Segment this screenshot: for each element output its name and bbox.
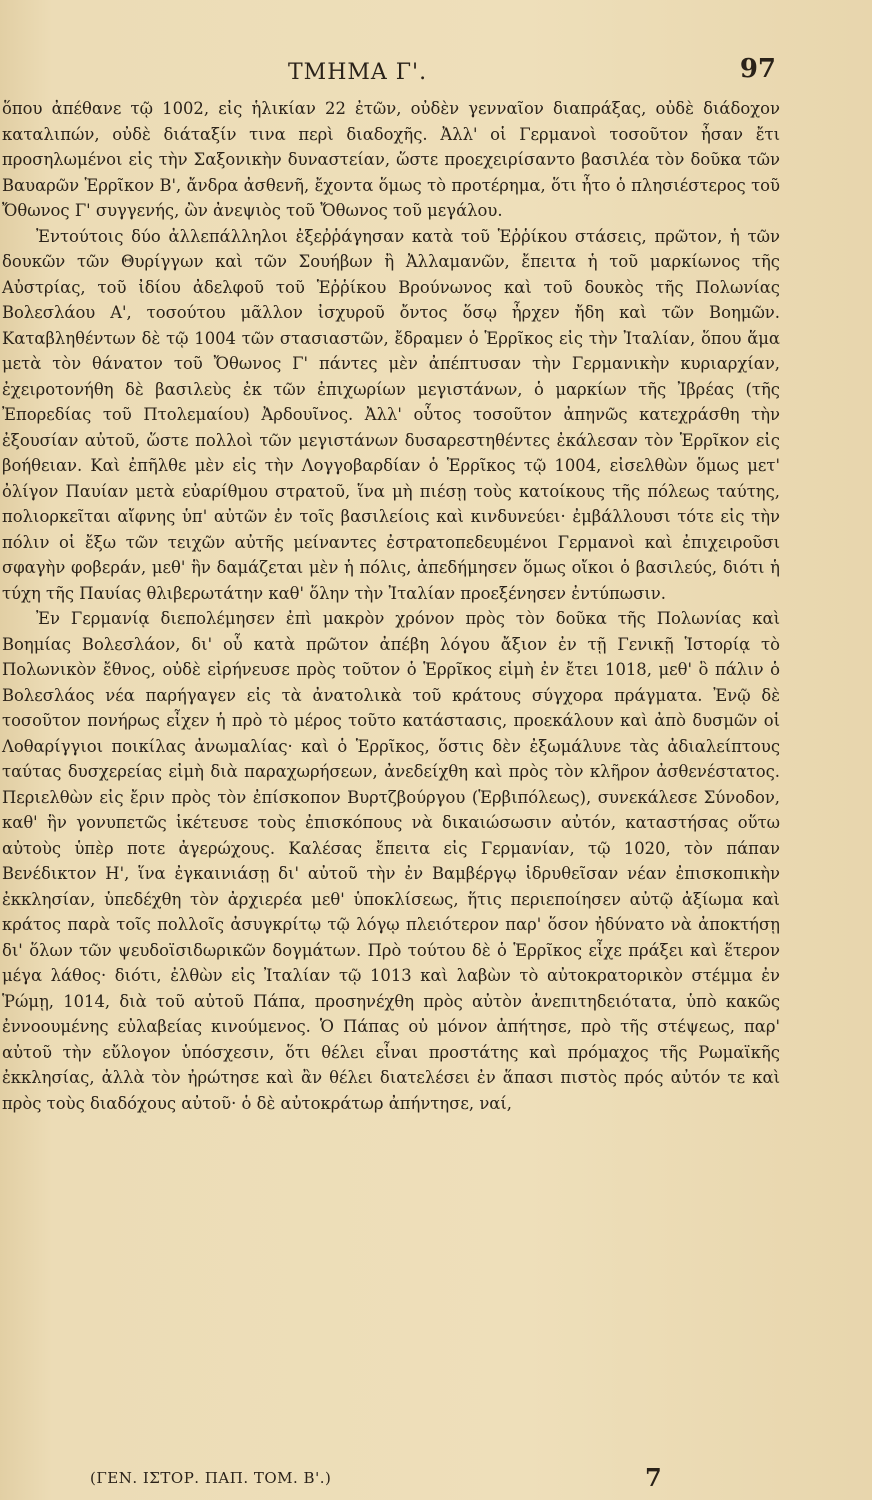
signature-number: 7	[645, 1463, 662, 1492]
body-text	[2, 96, 780, 1116]
paragraph-germany: Ἐν Γερμανίᾳ διεπολέμησεν ἐπὶ μακρὸν χρόνον πρὸς τὸν δοῦκα τῆς Πολωνίας καὶ Βοημίας Βολεσλάον, δι' οὗ κατὰ πρῶτον ἀπέβη λόγου ἄξιον ἐν τῇ Γενικῇ Ἱστορίᾳ τὸ Πολωνικὸν ἔθνος, οὐδὲ εἰρήνευσε πρὸς τοῦτον ὁ Ἑρρῖκος εἰμὴ ἐν ἔτει 1018, μεθ' ὃ πάλιν ὁ Βολεσλάος νέα παρήγαγεν εἰς τὰ ἀνατολικὰ τοῦ κράτους σύγχορα πράγματα. Ἐνῷ δὲ τοσοῦτον πονήρως εἶχεν ἡ πρὸ τὸ μέρος τοῦτο κατάστασις, προεκάλουν καὶ ἀπὸ δυσμῶν οἱ Λοθαρίγγιοι ποικίλας ἀνωμαλίας· καὶ ὁ Ἑρρῖκος, ὅστις δὲν ἐξωμάλυνε τὰς ἀδιαλείπτους ταύτας δυσχερείας εἰμὴ διὰ παραχωρήσεων, ἀνεδείχθη καὶ πρὸς τὸν κλῆρον ἀσθενέστατος. Περιελθὼν εἰς ἔριν πρὸς τὸν ἐπίσκοπον Βυρτζβούργου (Ἑρβιπόλεως), συνεκάλεσε Σύνοδον, καθ' ἣν γονυπετῶς ἱκέτευσε τοὺς ἐπισκόπους νὰ δικαιώσωσιν αὐτόν, καταστήσας οὕτω αὐτοὺς ὑπὲρ ποτε ἀγερώχους. Καλέσας ἔπειτα εἰς Γερμανίαν, τῷ 1020, τὸν πάπαν Βενέδικτον Η', ἵνα ἐγκαινιάσῃ δι' αὐτοῦ τὴν ἐν Βαμβέργῳ ἱδρυθεῖσαν νέαν ἐπισκοπικὴν ἐκκλησίαν, ὑπεδέχθη τὸν ἀρχιερέα μεθ' ὑποκλίσεως, ἥτις περιεποίησεν αὐτῷ ἀξίωμα καὶ κράτος παρὰ τοῖς πολλοῖς ἀσυγκρίτῳ τῷ λόγῳ πλειότερον παρ' ὅσον ἠδύνατο νὰ ἀποκτήσῃ δι' ὅλων τῶν ψευδοϊσιδωρικῶν δογμάτων. Πρὸ τούτου δὲ ὁ Ἑρρῖκος εἶχε πράξει καὶ ἕτερον μέγα λάθος· διότι, ἐλθὼν εἰς Ἰταλίαν τῷ 1013 καὶ λαβὼν τὸ αὐτοκρατορικὸν στέμμα ἐν Ῥώμῃ, 1014, διὰ τοῦ αὐτοῦ Πάπα, προσηνέχθη πρὸς αὐτὸν ἀνεπιτηδειότατα, ὑπὸ κακῶς ἐννοουμένης εὐλαβείας κινούμενος. Ὁ Πάπας οὐ μόνον ἀπήτησε, πρὸ τῆς στέψεως, παρ' αὐτοῦ τὴν εὔλογον ὑπόσχεσιν, ὅτι θέλει εἶναι προστάτης καὶ πρόμαχος τῆς Ρωμαϊκῆς ἐκκλησίας, ἀλλὰ τὸν ἠρώτησε καὶ ἂν θέλει διατελέσει ἐν ἅπασι πιστὸς πρός αὐτόν τε καὶ πρὸς τοὺς διαδόχους αὐτοῦ· ὁ δὲ αὐτοκράτωρ ἀπήντησε, ναί,	[2, 609, 780, 1113]
printer-signature: (ΓΕΝ. ΙΣΤΟΡ. ΠΑΠ. ΤΟΜ. Β'.)	[90, 1469, 332, 1487]
page-header	[0, 52, 872, 92]
running-head: ΤΜΗΜΑ Γ'.	[288, 60, 428, 85]
paragraph-uprisings: Ἐντούτοις δύο ἀλλεπάλληλοι ἐξεῤῥάγησαν κατὰ τοῦ Ἑῤῥίκου στάσεις, πρῶτον, ἡ τῶν δουκῶν τῶν Θυρίγγων καὶ τῶν Σουήβων ἢ Ἀλλαμανῶν, ἔπειτα ἡ τοῦ μαρκίωνος τῆς Αὐστρίας, τοῦ ἰδίου ἀδελφοῦ τοῦ Ἑῤῥίκου Βρούνωνος καὶ τοῦ δουκὸς τῆς Πολωνίας Βολεσλάου Α', τοσούτου μᾶλλον ἰσχυροῦ ὄντος ὅσῳ ἦρχεν ἤδη καὶ τῶν Βοημῶν. Καταβληθέντων δὲ τῷ 1004 τῶν στασιαστῶν, ἔδραμεν ὁ Ἑρρῖκος εἰς τὴν Ἰταλίαν, ὅπου ἅμα μετὰ τὸν θάνατον τοῦ Ὄθωνος Γ' πάντες μὲν ἀπέπτυσαν τὴν Γερμανικὴν κυριαρχίαν, ἐχειροτονήθη δὲ βασιλεὺς ἐκ τῶν ἐπιχωρίων μεγιστάνων, ὁ μαρκίων τῆς Ἰβρέας (τῆς Ἐπορεδίας τοῦ Πτολεμαίου) Ἀρδουῖνος. Ἀλλ' οὗτος τοσοῦτον ἀπηνῶς κατεχράσθη τὴν ἐξουσίαν αὐτοῦ, ὥστε πολλοὶ τῶν μεγιστάνων δυσαρεστηθέντες ἐκάλεσαν τὸν Ἑρρῖκον εἰς βοήθειαν. Καὶ ἐπῆλθε μὲν εἰς τὴν Λογγοβαρδίαν ὁ Ἑρρῖκος τῷ 1004, εἰσελθὼν ὅμως μετ' ὀλίγον Παυίαν μετὰ εὐαρίθμου στρατοῦ, ἵνα μὴ πιέσῃ τοὺς κατοίκους τῆς πόλεως ταύτης, πολιορκεῖται αἴφνης ὑπ' αὐτῶν ἐν τοῖς βασιλείοις καὶ κινδυνεύει· ἐμβάλλουσι τότε εἰς τὴν πόλιν οἱ ἔξω τῶν τειχῶν αὐτῆς μείναντες ἐστρατοπεδευμένοι Γερμανοὶ καὶ ἐπιχειροῦσι σφαγὴν φοβεράν, μεθ' ἣν δαμάζεται μὲν ἡ πόλις, ἀπεδήμησεν ὅμως οἴκοι ὁ βασιλεύς, διότι ἡ τύχη τῆς Παυίας θλιβερωτάτην καθ' ὅλην τὴν Ἰταλίαν προεξένησεν ἐντύπωσιν.	[2, 226, 780, 603]
page-footer	[0, 1463, 872, 1495]
paragraph-continuation: ὅπου ἀπέθανε τῷ 1002, εἰς ἡλικίαν 22 ἐτῶν, οὐδὲν γενναῖον διαπράξας, οὐδὲ διάδοχον καταλιπών, οὐδὲ διάταξίν τινα περὶ διαδοχῆς. Ἀλλ' οἱ Γερμανοὶ τοσοῦτον ἦσαν ἔτι προσηλωμένοι εἰς τὴν Σαξονικὴν δυναστείαν, ὥστε προεχειρίσαντο βασιλέα τὸν δοῦκα τῶν Βαυαρῶν Ἑρρῖκον Β', ἄνδρα ἀσθενῆ, ἔχοντα ὅμως τὸ προτέρημα, ὅτι ἦτο ὁ πλησιέστερος τοῦ Ὄθωνος Γ' συγγενής, ὢν ἀνεψιὸς τοῦ Ὄθωνος τοῦ μεγάλου.	[2, 99, 780, 220]
page-number: 97	[739, 54, 776, 84]
